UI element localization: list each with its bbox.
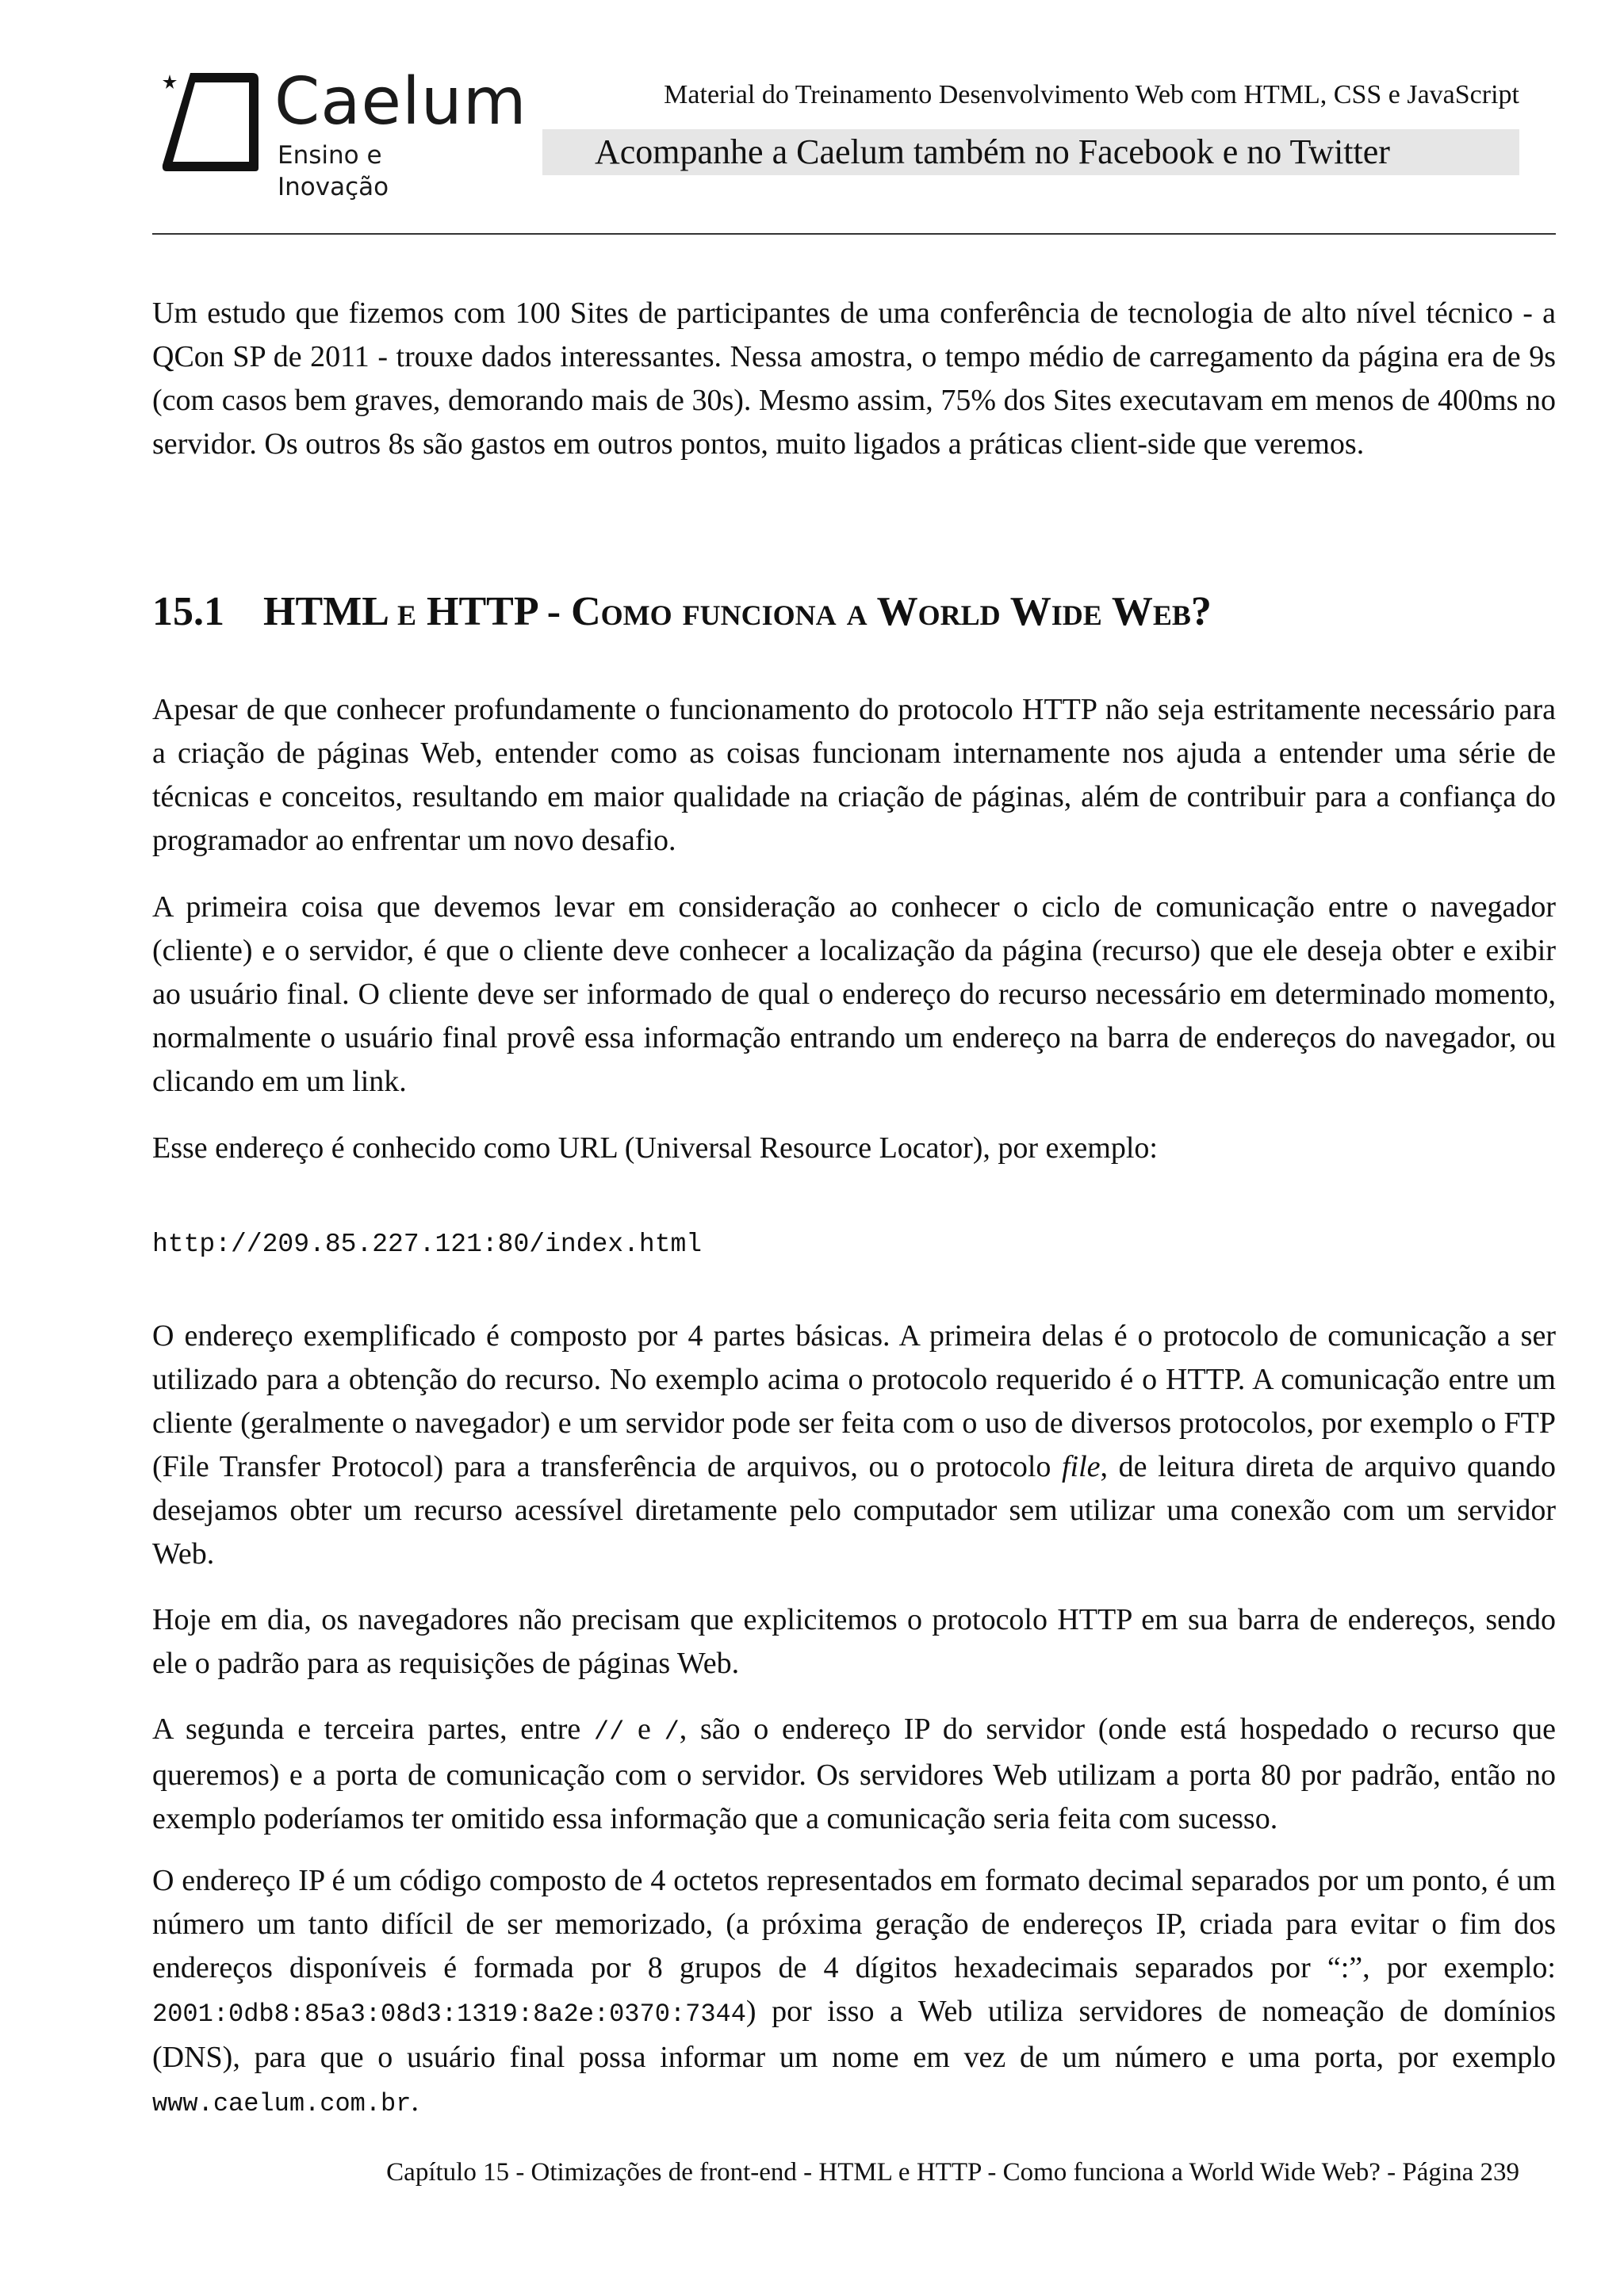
paragraph-1: Apesar de que conhecer profundamente o funcionamento do protocolo HTTP não seja estritamente necessário para a criação de páginas Web, entender como as coisas funcionam internamente nos ajuda a entender uma série de técnicas e conceitos, resultando em maior qualidade na criação de páginas, além de contribuir para a confiança do programador ao enfrentar um novo desafio. [152,693,1556,857]
section-heading [152,587,1556,637]
paragraph-6 [152,1708,1556,1841]
header-banner [542,129,1519,175]
paragraph-7-code-1: 2001:0db8:85a3:08d3:1319:8a2e:0370:7344 [152,1999,746,2029]
intro-paragraph: Um estudo que fizemos com 100 Sites de participantes de uma conferência de tecnologia de alto nível técnico - a QCon SP de 2011 - trouxe dados interessantes. Nessa amostra, o tempo médio de carregamento da página era de 9s (com casos bem graves, demorando mais de 30s). Mesmo assim, 75% dos Sites executavam em menos de 400ms no servidor. Os outros 8s são gastos em outros pontos, muito ligados a práticas client-side que veremos. [152,297,1556,461]
paragraph-3: Esse endereço é conhecido como URL (Universal Resource Locator), por exemplo: [152,1131,1158,1165]
header-banner-text: Acompanhe a Caelum também no Facebook e no Twitter [595,132,1390,171]
paragraph-2: A primeira coisa que devemos levar em consideração ao conhecer o ciclo de comunicação entre o navegador (cliente) e o servidor, é que o cliente deve conhecer a localização da página (recurso) que ele deseja obter e exibir ao usuário final. O cliente deve ser informado de qual o endereço do recurso necessário em determinado momento, normalmente o usuário final provê essa informação entrando um endereço na barra de endereços do navegador, ou clicando em um link. [152,890,1556,1098]
paragraph-6-text-b: e [624,1712,665,1746]
paragraph-5: Hoje em dia, os navegadores não precisam que explicitemos o protocolo HTTP em sua barra de endereços, sendo ele o padrão para as requisições de páginas Web. [152,1603,1556,1680]
header-subtitle: Material do Treinamento Desenvolvimento Web com HTML, CSS e JavaScript [664,80,1519,109]
caelum-logo-mark-icon [159,70,262,174]
url-code-example: http://209.85.227.121:80/index.html [152,1230,703,1259]
paragraph-7-code-2: www.caelum.com.br [152,2089,412,2118]
section-title-e: e [397,589,417,634]
paragraph-6-text-c: , são o endereço IP do servidor (onde está hospedado o recurso que queremos) e a porta de comunicação com o servidor. Os servidores Web utilizam a porta 80 por padrão, então no exemplo poderíamos ter omitido essa informação que a comunicação seria feita com sucesso. [152,1712,1556,1835]
logo-name: Caelum [274,64,527,140]
caelum-logo [159,64,527,201]
paragraph-4-italic: file [1062,1450,1101,1483]
section-number: 15.1 [152,589,224,634]
paragraph-4-text-a: O endereço exemplificado é composto por 4 partes básicas. A primeira delas é o protocolo de comunicação a ser utilizado para a obtenção do recurso. No exemplo acima o protocolo requerido é o HTTP. A comunicação entre um cliente (geralmente o navegador) e um servidor pode ser feita com o uso de diversos protocolos, por exemplo o FTP (File Transfer Protocol) para a transferência de arquivos, ou o protocolo [152,1319,1556,1483]
paragraph-6-code-1: // [593,1717,625,1747]
header-divider [152,233,1556,235]
section-title-html: HTML [263,589,388,634]
page-footer: Capítulo 15 - Otimizações de front-end - HTML e HTTP - Como funciona a World Wide Web? - Página 239 [386,2158,1519,2187]
section-title-rest: Como funciona a World Wide Web? [571,589,1212,634]
paragraph-7-text-b: ) por isso a Web utiliza servidores de nomeação de domínios (DNS), para que o usuário final possa informar um nome em vez de um número e uma porta, por exemplo [152,1995,1556,2074]
paragraph-6-code-2: / [664,1717,680,1747]
section-title-http: HTTP - [427,589,572,634]
paragraph-7 [152,1859,1556,2126]
paragraph-6-text-a: A segunda e terceira partes, entre [152,1712,594,1746]
paragraph-4 [152,1314,1556,1576]
logo-tagline: Ensino e Inovação [278,141,389,201]
paragraph-4-text-b: , de leitura direta de arquivo quando desejamos obter um recurso acessível diretamente pelo computador sem utilizar uma conexão com um servidor Web. [152,1450,1556,1571]
paragraph-7-text-a: O endereço IP é um código composto de 4 octetos representados em formato decimal separados por um ponto, é um número um tanto difícil de ser memorizado, (a próxima geração de endereços IP, criada para evitar o fim dos endereços disponíveis é formada por 8 grupos de 4 dígitos hexadecimais separados por “:”, por exemplo: [152,1864,1556,1984]
paragraph-7-text-c: . [411,2084,419,2118]
